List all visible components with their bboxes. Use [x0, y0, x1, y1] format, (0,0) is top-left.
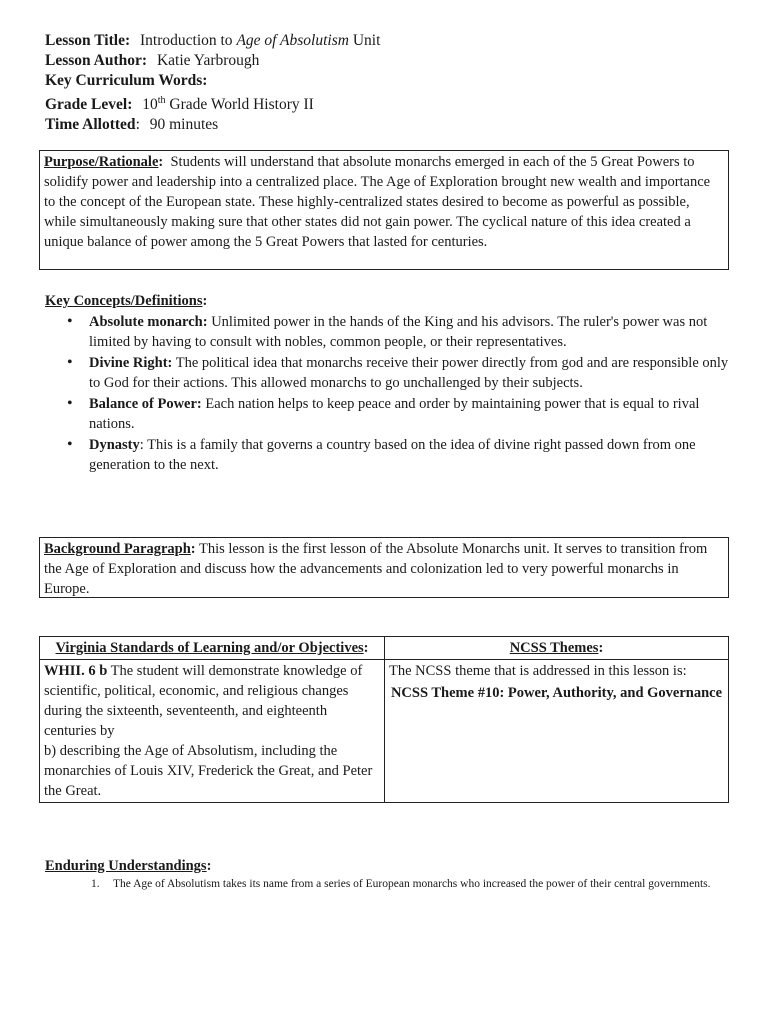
ncss-column-header-text: NCSS Themes: [509, 640, 599, 656]
concept-term: Absolute monarch:: [89, 314, 208, 330]
concept-item: [45, 435, 735, 475]
standards-table: [39, 636, 729, 803]
sol-code: WHII. 6 b: [44, 663, 108, 679]
key-concepts-heading: [45, 291, 735, 311]
ncss-column-header: [385, 637, 729, 660]
ncss-intro: The NCSS theme that is addressed in this lesson is:: [389, 663, 687, 679]
purpose-colon: :: [158, 154, 164, 170]
grade-level-number: 10: [142, 96, 158, 114]
list-item-number: 1.: [91, 878, 100, 890]
sol-text-b: b) describing the Age of Absolutism, including the monarchies of Louis XIV, Frederick the Great, and Peter the Great.: [44, 743, 373, 799]
time-allotted-value: 90 minutes: [149, 116, 219, 134]
enduring-understandings-list: [45, 876, 735, 892]
sol-column-header-text: Virginia Standards of Learning and/or Objectives: [55, 640, 364, 656]
concept-term: Dynasty: [89, 437, 140, 453]
lesson-title-italic: Age of Absolutism: [236, 32, 349, 49]
grade-level-rest: Grade World History II: [169, 96, 314, 114]
background-box: [39, 537, 729, 598]
lesson-title-pre: Introduction to: [140, 32, 233, 49]
lesson-author-line: [45, 51, 380, 71]
enduring-understandings-heading-colon: :: [206, 858, 212, 874]
concept-item: [45, 394, 735, 434]
enduring-understandings-heading-text: Enduring Understandings: [45, 858, 207, 874]
sol-column-header-colon: :: [363, 640, 369, 656]
purpose-label: Purpose/Rationale: [44, 154, 159, 170]
key-concepts-heading-text: Key Concepts/Definitions: [45, 293, 203, 309]
concept-definition: Unlimited power in the hands of the King and his advisors. The ruler's power was not limited by having to consult with nobles, common people, or their representatives.: [89, 314, 708, 350]
time-allotted-line: [45, 115, 380, 135]
ncss-column-header-colon: :: [598, 640, 604, 656]
time-allotted-label: Time Allotted: [45, 116, 136, 134]
lesson-author-value: Katie Yarbrough: [156, 52, 260, 69]
concept-definition: : This is a family that governs a country based on the idea of divine right passed down from one generation to the next.: [89, 437, 696, 473]
purpose-box: [39, 150, 729, 270]
enduring-understandings-section: [45, 856, 735, 892]
ncss-cell: [385, 660, 729, 803]
standards-table-header-row: [40, 637, 729, 660]
concept-definition: The political idea that monarchs receive their power directly from god and are responsible only to God for their actions. This allowed monarchs to go unchallenged by their subjects.: [89, 355, 729, 391]
background-label: Background Paragraph: [44, 541, 191, 557]
concept-definition: Each nation helps to keep peace and order by maintaining power that is equal to rival nations.: [89, 396, 700, 432]
ncss-theme: NCSS Theme #10: Power, Authority, and Governance: [390, 685, 723, 701]
background-colon: :: [190, 541, 196, 557]
grade-level-label: Grade Level:: [45, 96, 133, 114]
concept-item: [45, 312, 735, 352]
concept-term: Divine Right:: [89, 355, 173, 371]
list-item: [45, 876, 735, 892]
lesson-title-label: Lesson Title:: [45, 32, 131, 49]
curriculum-words-label: Key Curriculum Words:: [45, 72, 208, 89]
key-concepts-list: [45, 312, 735, 475]
sol-cell: [40, 660, 385, 803]
purpose-text: Students will understand that absolute monarchs emerged in each of the 5 Great Powers to solidify power and leadership into a centralized place. The Age of Exploration brought new wealth and importance to the concept of the European state. These highly-centralized states desired to become as powerful as possible, while simultaneously making sure that other states did not gain power. The cyclical nature of this idea created a unique balance of power among the 5 Great Powers that lasted for centuries.: [44, 154, 711, 250]
time-allotted-colon: :: [135, 116, 140, 134]
curriculum-words-line: [45, 71, 380, 91]
sol-text: The student will demonstrate knowledge of scientific, political, economic, and religious changes during the sixteenth, seventeenth, and eighteenth centuries by: [44, 663, 363, 739]
background-text: This lesson is the first lesson of the Absolute Monarchs unit. It serves to transition from the Age of Exploration and discuss how the advancements and colonization led to very powerful monarchs in Europe.: [44, 541, 708, 597]
key-concepts-heading-colon: :: [202, 293, 208, 309]
grade-level-suffix: th: [157, 95, 166, 106]
lesson-header: [45, 31, 380, 135]
lesson-title-line: [45, 31, 380, 51]
key-concepts-section: [45, 291, 735, 475]
sol-column-header: [40, 637, 385, 660]
grade-level-line: [45, 91, 380, 115]
list-item-text: The Age of Absolutism takes its name from a series of European monarchs who increased the power of their central governments.: [113, 878, 711, 890]
lesson-author-label: Lesson Author:: [45, 52, 148, 69]
standards-table-row: [40, 660, 729, 803]
concept-term: Balance of Power:: [89, 396, 202, 412]
lesson-title-post: Unit: [352, 32, 381, 49]
concept-item: [45, 353, 735, 393]
enduring-understandings-heading: [45, 856, 735, 876]
